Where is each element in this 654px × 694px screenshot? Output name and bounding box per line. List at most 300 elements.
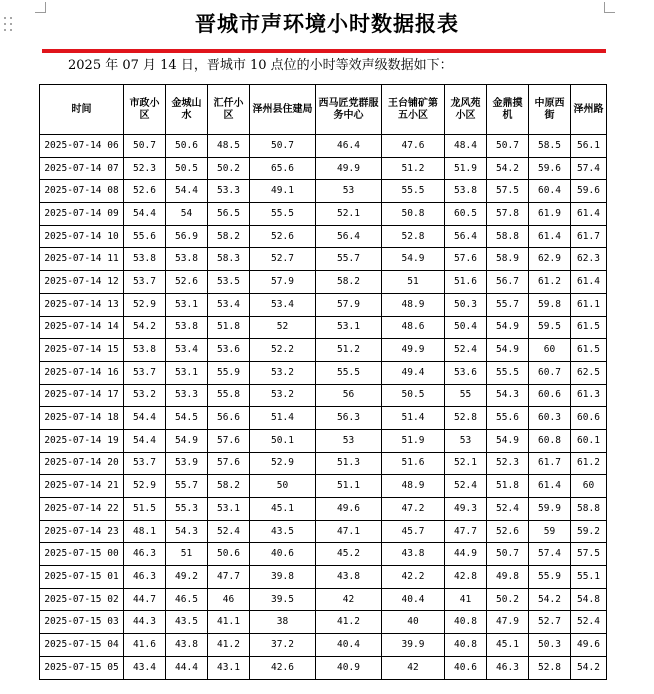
value-cell: 56.1 (571, 135, 607, 158)
value-cell: 52.8 (445, 407, 487, 430)
value-cell: 53.4 (208, 293, 250, 316)
value-cell: 55.9 (529, 566, 571, 589)
time-cell: 2025-07-14 10 (40, 225, 124, 248)
table-row (40, 339, 607, 362)
value-cell: 48.1 (124, 520, 166, 543)
value-cell: 39.8 (250, 566, 316, 589)
time-cell: 2025-07-14 20 (40, 452, 124, 475)
value-cell: 54.3 (487, 384, 529, 407)
value-cell: 53.6 (208, 339, 250, 362)
table-row (40, 203, 607, 226)
time-cell: 2025-07-14 13 (40, 293, 124, 316)
value-cell: 49.2 (166, 566, 208, 589)
value-cell: 61.4 (571, 271, 607, 294)
time-cell: 2025-07-15 04 (40, 634, 124, 657)
value-cell: 61.4 (529, 225, 571, 248)
value-cell: 59.2 (571, 520, 607, 543)
value-cell: 45.1 (250, 498, 316, 521)
value-cell: 40.6 (445, 656, 487, 679)
table-row (40, 248, 607, 271)
value-cell: 59.6 (571, 180, 607, 203)
value-cell: 59 (529, 520, 571, 543)
value-cell: 37.2 (250, 634, 316, 657)
table-row (40, 588, 607, 611)
value-cell: 56.6 (208, 407, 250, 430)
value-cell: 57.5 (487, 180, 529, 203)
value-cell: 52.6 (250, 225, 316, 248)
noise-data-table (39, 84, 607, 680)
value-cell: 53.1 (316, 316, 382, 339)
value-cell: 53 (316, 429, 382, 452)
value-cell: 53.5 (208, 271, 250, 294)
value-cell: 46.5 (166, 588, 208, 611)
table-row (40, 135, 607, 158)
value-cell: 48.6 (382, 316, 445, 339)
value-cell: 57.6 (208, 429, 250, 452)
value-cell: 38 (250, 611, 316, 634)
value-cell: 41.6 (124, 634, 166, 657)
time-cell: 2025-07-14 12 (40, 271, 124, 294)
value-cell: 53.8 (124, 339, 166, 362)
table-row (40, 180, 607, 203)
value-cell: 50.3 (529, 634, 571, 657)
time-cell: 2025-07-14 17 (40, 384, 124, 407)
value-cell: 59.9 (529, 498, 571, 521)
value-cell: 61.9 (529, 203, 571, 226)
value-cell: 51.5 (124, 498, 166, 521)
table-row (40, 407, 607, 430)
value-cell: 60 (571, 475, 607, 498)
value-cell: 56.4 (445, 225, 487, 248)
value-cell: 61.2 (529, 271, 571, 294)
table-row (40, 520, 607, 543)
value-cell: 54.4 (124, 407, 166, 430)
value-cell: 52.4 (445, 339, 487, 362)
value-cell: 51.8 (487, 475, 529, 498)
value-cell: 56.5 (208, 203, 250, 226)
value-cell: 53.2 (250, 384, 316, 407)
value-cell: 50 (250, 475, 316, 498)
value-cell: 49.6 (571, 634, 607, 657)
value-cell: 47.2 (382, 498, 445, 521)
value-cell: 52.4 (445, 475, 487, 498)
value-cell: 56.3 (316, 407, 382, 430)
value-cell: 50.4 (445, 316, 487, 339)
value-cell: 40.6 (250, 543, 316, 566)
value-cell: 50.3 (445, 293, 487, 316)
value-cell: 58.2 (208, 475, 250, 498)
value-cell: 55.1 (571, 566, 607, 589)
value-cell: 57.6 (208, 452, 250, 475)
value-cell: 54.2 (529, 588, 571, 611)
value-cell: 55.7 (166, 475, 208, 498)
header-cell: 汇仟小区 (208, 85, 250, 135)
value-cell: 43.4 (124, 656, 166, 679)
value-cell: 56 (316, 384, 382, 407)
value-cell: 53.4 (250, 293, 316, 316)
value-cell: 55.3 (166, 498, 208, 521)
value-cell: 52.3 (487, 452, 529, 475)
value-cell: 52 (250, 316, 316, 339)
value-cell: 58.8 (487, 225, 529, 248)
value-cell: 55.7 (487, 293, 529, 316)
time-cell: 2025-07-15 03 (40, 611, 124, 634)
table-row (40, 611, 607, 634)
value-cell: 53.3 (166, 384, 208, 407)
value-cell: 51.3 (316, 452, 382, 475)
table-row (40, 361, 607, 384)
value-cell: 53.7 (124, 271, 166, 294)
value-cell: 52.1 (445, 452, 487, 475)
time-cell: 2025-07-14 16 (40, 361, 124, 384)
value-cell: 44.7 (124, 588, 166, 611)
table-row (40, 452, 607, 475)
value-cell: 52.6 (166, 271, 208, 294)
value-cell: 50.7 (487, 135, 529, 158)
value-cell: 58.2 (316, 271, 382, 294)
time-cell: 2025-07-14 18 (40, 407, 124, 430)
value-cell: 47.1 (316, 520, 382, 543)
page-title: 晋城市声环境小时数据报表 (195, 11, 459, 36)
value-cell: 50.2 (208, 157, 250, 180)
value-cell: 65.6 (250, 157, 316, 180)
value-cell: 50.7 (487, 543, 529, 566)
value-cell: 56.7 (487, 271, 529, 294)
time-cell: 2025-07-14 21 (40, 475, 124, 498)
value-cell: 58.9 (487, 248, 529, 271)
header-cell: 金鼎摸机 (487, 85, 529, 135)
value-cell: 52.6 (124, 180, 166, 203)
value-cell: 59.6 (529, 157, 571, 180)
value-cell: 60.7 (529, 361, 571, 384)
value-cell: 52.9 (250, 452, 316, 475)
header-cell: 金城山水 (166, 85, 208, 135)
value-cell: 41.1 (208, 611, 250, 634)
value-cell: 53.7 (124, 452, 166, 475)
value-cell: 54.2 (571, 656, 607, 679)
value-cell: 45.7 (382, 520, 445, 543)
value-cell: 55.5 (316, 361, 382, 384)
value-cell: 57.5 (571, 543, 607, 566)
value-cell: 60.5 (445, 203, 487, 226)
value-cell: 43.5 (250, 520, 316, 543)
value-cell: 58.2 (208, 225, 250, 248)
time-cell: 2025-07-14 22 (40, 498, 124, 521)
value-cell: 53.2 (124, 384, 166, 407)
value-cell: 51.4 (382, 407, 445, 430)
value-cell: 39.9 (382, 634, 445, 657)
table-row (40, 566, 607, 589)
value-cell: 62.5 (571, 361, 607, 384)
value-cell: 53.8 (166, 316, 208, 339)
time-cell: 2025-07-15 00 (40, 543, 124, 566)
value-cell: 59.8 (529, 293, 571, 316)
value-cell: 55.5 (250, 203, 316, 226)
value-cell: 46 (208, 588, 250, 611)
value-cell: 52.9 (124, 475, 166, 498)
value-cell: 45.2 (316, 543, 382, 566)
value-cell: 54.9 (166, 429, 208, 452)
value-cell: 42.6 (250, 656, 316, 679)
table-row (40, 316, 607, 339)
value-cell: 53.6 (445, 361, 487, 384)
value-cell: 55.6 (487, 407, 529, 430)
value-cell: 51.8 (208, 316, 250, 339)
value-cell: 53.8 (124, 248, 166, 271)
value-cell: 53.1 (208, 498, 250, 521)
value-cell: 58.3 (208, 248, 250, 271)
value-cell: 53.1 (166, 361, 208, 384)
value-cell: 60.6 (571, 407, 607, 430)
value-cell: 57.9 (316, 293, 382, 316)
value-cell: 51.6 (382, 452, 445, 475)
value-cell: 58.8 (571, 498, 607, 521)
value-cell: 52.9 (124, 293, 166, 316)
time-cell: 2025-07-14 19 (40, 429, 124, 452)
value-cell: 54.5 (166, 407, 208, 430)
value-cell: 48.5 (208, 135, 250, 158)
value-cell: 61.2 (571, 452, 607, 475)
value-cell: 52.2 (250, 339, 316, 362)
value-cell: 48.9 (382, 475, 445, 498)
value-cell: 54.4 (124, 429, 166, 452)
value-cell: 60.6 (529, 384, 571, 407)
value-cell: 51.1 (316, 475, 382, 498)
value-cell: 51.6 (445, 271, 487, 294)
value-cell: 54.9 (487, 339, 529, 362)
value-cell: 47.6 (382, 135, 445, 158)
value-cell: 49.6 (316, 498, 382, 521)
header-cell: 泽州路 (571, 85, 607, 135)
value-cell: 57.9 (250, 271, 316, 294)
value-cell: 62.3 (571, 248, 607, 271)
value-cell: 61.1 (571, 293, 607, 316)
value-cell: 54.2 (124, 316, 166, 339)
table-row (40, 498, 607, 521)
value-cell: 50.6 (208, 543, 250, 566)
value-cell: 48.4 (445, 135, 487, 158)
time-cell: 2025-07-14 15 (40, 339, 124, 362)
value-cell: 53.8 (445, 180, 487, 203)
value-cell: 55.5 (487, 361, 529, 384)
intro-text: 2025 年 07 月 14 日，晋城市 10 点位的小时等效声级数据如下： (68, 58, 453, 73)
value-cell: 53 (316, 180, 382, 203)
value-cell: 40.4 (382, 588, 445, 611)
table-row (40, 293, 607, 316)
value-cell: 51 (166, 543, 208, 566)
time-cell: 2025-07-15 01 (40, 566, 124, 589)
value-cell: 54.3 (166, 520, 208, 543)
table-row (40, 543, 607, 566)
table-body (40, 135, 607, 680)
value-cell: 61.4 (529, 475, 571, 498)
time-cell: 2025-07-14 07 (40, 157, 124, 180)
value-cell: 60.1 (571, 429, 607, 452)
value-cell: 59.5 (529, 316, 571, 339)
value-cell: 51.2 (316, 339, 382, 362)
header-cell: 中原西街 (529, 85, 571, 135)
value-cell: 51.9 (445, 157, 487, 180)
header-cell: 时间 (40, 85, 124, 135)
value-cell: 50.7 (124, 135, 166, 158)
value-cell: 62.9 (529, 248, 571, 271)
value-cell: 55.7 (316, 248, 382, 271)
value-cell: 52.4 (487, 498, 529, 521)
value-cell: 60.3 (529, 407, 571, 430)
time-cell: 2025-07-14 14 (40, 316, 124, 339)
value-cell: 60 (529, 339, 571, 362)
value-cell: 54.4 (124, 203, 166, 226)
value-cell: 40.9 (316, 656, 382, 679)
value-cell: 61.7 (571, 225, 607, 248)
value-cell: 49.3 (445, 498, 487, 521)
value-cell: 53.2 (250, 361, 316, 384)
value-cell: 55.5 (382, 180, 445, 203)
value-cell: 46.3 (124, 543, 166, 566)
value-cell: 49.8 (487, 566, 529, 589)
time-cell: 2025-07-15 05 (40, 656, 124, 679)
value-cell: 46.3 (487, 656, 529, 679)
value-cell: 61.4 (571, 203, 607, 226)
value-cell: 51 (382, 271, 445, 294)
value-cell: 52.8 (529, 656, 571, 679)
value-cell: 52.6 (487, 520, 529, 543)
header-cell: 龙风苑小区 (445, 85, 487, 135)
value-cell: 54.2 (487, 157, 529, 180)
value-cell: 47.9 (487, 611, 529, 634)
value-cell: 43.8 (382, 543, 445, 566)
value-cell: 52.8 (382, 225, 445, 248)
value-cell: 40.8 (445, 611, 487, 634)
value-cell: 41 (445, 588, 487, 611)
value-cell: 60.8 (529, 429, 571, 452)
value-cell: 44.3 (124, 611, 166, 634)
time-cell: 2025-07-15 02 (40, 588, 124, 611)
value-cell: 53.1 (166, 293, 208, 316)
value-cell: 54 (166, 203, 208, 226)
value-cell: 49.9 (316, 157, 382, 180)
value-cell: 41.2 (208, 634, 250, 657)
value-cell: 52.7 (529, 611, 571, 634)
table-row (40, 157, 607, 180)
value-cell: 46.3 (124, 566, 166, 589)
value-cell: 45.1 (487, 634, 529, 657)
value-cell: 55.9 (208, 361, 250, 384)
value-cell: 52.4 (571, 611, 607, 634)
value-cell: 61.5 (571, 316, 607, 339)
table-row (40, 429, 607, 452)
value-cell: 44.4 (166, 656, 208, 679)
value-cell: 51.9 (382, 429, 445, 452)
value-cell: 54.9 (382, 248, 445, 271)
value-cell: 52.1 (316, 203, 382, 226)
value-cell: 43.1 (208, 656, 250, 679)
header-cell: 市政小区 (124, 85, 166, 135)
value-cell: 47.7 (208, 566, 250, 589)
value-cell: 52.3 (124, 157, 166, 180)
value-cell: 56.4 (316, 225, 382, 248)
value-cell: 46.4 (316, 135, 382, 158)
value-cell: 57.6 (445, 248, 487, 271)
time-cell: 2025-07-14 08 (40, 180, 124, 203)
value-cell: 49.1 (250, 180, 316, 203)
value-cell: 53.3 (208, 180, 250, 203)
value-cell: 39.5 (250, 588, 316, 611)
value-cell: 52.4 (208, 520, 250, 543)
time-cell: 2025-07-14 06 (40, 135, 124, 158)
value-cell: 43.8 (316, 566, 382, 589)
value-cell: 53 (445, 429, 487, 452)
table-row (40, 656, 607, 679)
value-cell: 42 (316, 588, 382, 611)
value-cell: 61.7 (529, 452, 571, 475)
value-cell: 54.4 (166, 180, 208, 203)
value-cell: 57.4 (571, 157, 607, 180)
table-row (40, 225, 607, 248)
value-cell: 53.9 (166, 452, 208, 475)
value-cell: 42.2 (382, 566, 445, 589)
value-cell: 54.8 (571, 588, 607, 611)
value-cell: 43.5 (166, 611, 208, 634)
value-cell: 51.2 (382, 157, 445, 180)
value-cell: 50.7 (250, 135, 316, 158)
value-cell: 61.3 (571, 384, 607, 407)
table-row (40, 271, 607, 294)
value-cell: 54.9 (487, 429, 529, 452)
value-cell: 56.9 (166, 225, 208, 248)
value-cell: 42.8 (445, 566, 487, 589)
value-cell: 50.8 (382, 203, 445, 226)
value-cell: 43.8 (166, 634, 208, 657)
value-cell: 57.8 (487, 203, 529, 226)
value-cell: 48.9 (382, 293, 445, 316)
value-cell: 55.8 (208, 384, 250, 407)
table-row (40, 384, 607, 407)
table-row (40, 475, 607, 498)
value-cell: 40.4 (316, 634, 382, 657)
value-cell: 50.1 (250, 429, 316, 452)
value-cell: 60.4 (529, 180, 571, 203)
value-cell: 52.7 (250, 248, 316, 271)
title-divider (42, 49, 606, 53)
value-cell: 49.9 (382, 339, 445, 362)
value-cell: 50.5 (166, 157, 208, 180)
header-row (40, 85, 607, 135)
value-cell: 57.4 (529, 543, 571, 566)
value-cell: 50.6 (166, 135, 208, 158)
time-cell: 2025-07-14 11 (40, 248, 124, 271)
value-cell: 55.6 (124, 225, 166, 248)
header-cell: 泽州县住建局 (250, 85, 316, 135)
value-cell: 44.9 (445, 543, 487, 566)
value-cell: 41.2 (316, 611, 382, 634)
value-cell: 51.4 (250, 407, 316, 430)
value-cell: 53.7 (124, 361, 166, 384)
value-cell: 47.7 (445, 520, 487, 543)
header-cell: 西马匠党群服务中心 (316, 85, 382, 135)
value-cell: 53.8 (166, 248, 208, 271)
value-cell: 40.8 (445, 634, 487, 657)
value-cell: 49.4 (382, 361, 445, 384)
value-cell: 53.4 (166, 339, 208, 362)
table-row (40, 634, 607, 657)
value-cell: 40 (382, 611, 445, 634)
header-cell: 王台铺矿第五小区 (382, 85, 445, 135)
value-cell: 54.9 (487, 316, 529, 339)
time-cell: 2025-07-14 09 (40, 203, 124, 226)
value-cell: 55 (445, 384, 487, 407)
value-cell: 50.5 (382, 384, 445, 407)
